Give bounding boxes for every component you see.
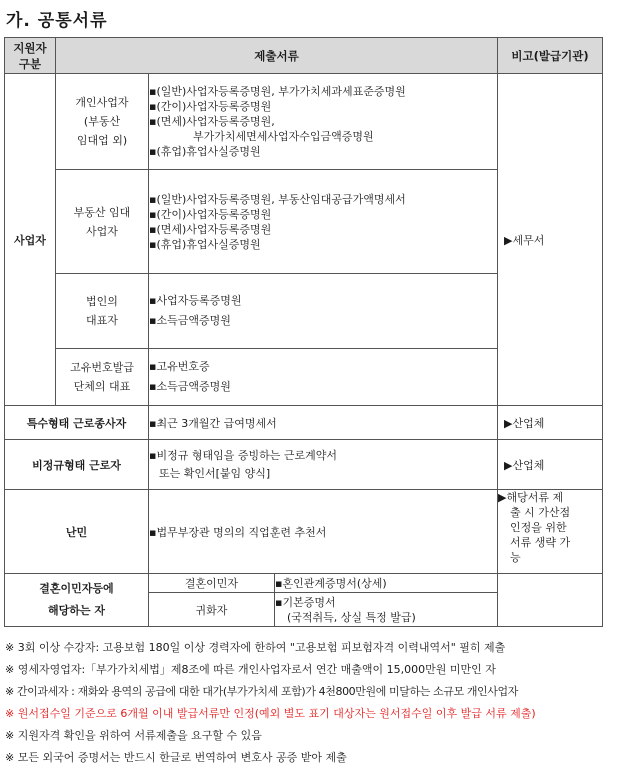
doc-item: ▪(간이)사업자등록증명원 bbox=[149, 207, 272, 221]
special-worker-remark bbox=[498, 406, 603, 440]
header-applicant-type bbox=[5, 38, 56, 74]
business-remark bbox=[498, 74, 603, 406]
table-row bbox=[5, 574, 603, 593]
special-worker-remark-text: ▶산업체 bbox=[504, 416, 545, 430]
footnote: ※ 지원자격 확인을 위하여 서류제출을 요구할 수 있음 bbox=[5, 729, 262, 742]
doc-item: ▪소득금액증명원 bbox=[149, 314, 231, 327]
footnotes bbox=[5, 637, 536, 769]
footnote: ※ 모든 외국어 증명서는 반드시 한글로 번역하여 변호사 공증 받아 제출 bbox=[5, 751, 347, 764]
realestate-label-line: 부동산 임대 bbox=[73, 205, 131, 219]
doc-item: ▪고유번호증 bbox=[149, 360, 210, 373]
corporate-label-line: 대표자 bbox=[86, 314, 118, 327]
doc-item: ▪(면세)사업자등록증명원, bbox=[149, 115, 275, 128]
doc-item: ▪비정규 형태임을 증빙하는 근로계약서 bbox=[149, 448, 337, 462]
header-applicant-type-line1: 지원자 bbox=[13, 40, 47, 55]
doc-item: 부가가치세면세사업자수입금액증명원 bbox=[193, 130, 374, 143]
doc-item: (국적취득, 상실 특정 발급) bbox=[287, 610, 416, 624]
individual-label-line: 개인사업자 bbox=[75, 96, 129, 109]
table-row bbox=[5, 406, 603, 440]
corporate-label-line: 법인의 bbox=[86, 295, 118, 308]
marriage-migrant-label bbox=[5, 574, 149, 627]
doc-item: ▪소득금액증명원 bbox=[149, 380, 231, 393]
footnote-highlighted: ※ 원서접수일 기준으로 6개월 이내 발급서류만 인정(예외 별도 표기 대상자는 원서접수일 이후 발급 서류 제출) bbox=[5, 707, 536, 720]
doc-item: ▪(휴업)휴업사실증명원 bbox=[149, 237, 261, 251]
doc-item: 또는 확인서[붙임 양식] bbox=[159, 466, 271, 480]
doc-item: ▪(휴업)휴업사실증명원 bbox=[149, 145, 261, 158]
irregular-worker-docs bbox=[149, 440, 498, 490]
realestate-business-docs bbox=[149, 170, 498, 274]
unique-label-line: 고유번호발급 bbox=[70, 361, 134, 374]
documents-table bbox=[4, 37, 603, 627]
irregular-worker-label: 비정규형태 근로자 bbox=[5, 440, 149, 490]
footnote: ※ 영세자영업자:「부가가치세법」제8조에 따른 개인사업자로서 연간 매출액이 15,000만원 미만인 자 bbox=[5, 663, 496, 676]
table-row bbox=[5, 490, 603, 574]
unique-number-org-label bbox=[56, 349, 149, 406]
table-header-row bbox=[5, 38, 603, 74]
doc-item: ▪(면세)사업자등록증명원 bbox=[149, 222, 272, 236]
irregular-worker-remark-text: ▶산업체 bbox=[504, 458, 545, 472]
unique-label-line: 단체의 대표 bbox=[73, 380, 131, 393]
refugee-label: 난민 bbox=[5, 490, 149, 574]
special-worker-doc: ▪최근 3개월간 급여명세서 bbox=[149, 406, 498, 440]
table-row bbox=[5, 74, 603, 170]
refugee-remark-line: 인정을 위한 bbox=[510, 521, 567, 534]
refugee-remark-line: 출 시 가산점 bbox=[510, 506, 571, 519]
individual-business-docs bbox=[149, 74, 498, 170]
header-remarks: 비고(발급기관) bbox=[498, 38, 603, 74]
realestate-business-label bbox=[56, 170, 149, 274]
section-title: 가. 공통서류 bbox=[6, 11, 108, 31]
special-worker-label: 특수형태 근로종사자 bbox=[5, 406, 149, 440]
refugee-remark-line: 서류 생략 가 bbox=[510, 536, 571, 549]
individual-label-line: 임대업 외) bbox=[76, 134, 128, 147]
marriage-migrant-label-line: 해당하는 자 bbox=[48, 604, 105, 617]
header-applicant-type-line2: 구분 bbox=[18, 56, 42, 71]
marriage-migrant-sub: 결혼이민자 bbox=[149, 574, 275, 593]
doc-item: ▪(일반)사업자등록증명원, 부동산임대공급가액명세서 bbox=[149, 192, 406, 206]
table-row bbox=[5, 440, 603, 490]
marriage-migrant-remark bbox=[498, 574, 603, 627]
realestate-label-line: 사업자 bbox=[86, 224, 118, 238]
unique-number-org-docs bbox=[149, 349, 498, 406]
doc-item: ▪기본증명서 bbox=[275, 595, 336, 609]
corporate-rep-label bbox=[56, 274, 149, 349]
individual-label-line: (부동산 bbox=[83, 115, 121, 128]
corporate-rep-docs bbox=[149, 274, 498, 349]
marriage-migrant-doc: ▪혼인관계증명서(상세) bbox=[275, 574, 498, 593]
footnote: ※ 간이과세자 : 재화와 용역의 공급에 대한 대가(부가가치세 포함)가 4천800만원에 미달하는 소규모 개인사업자 bbox=[5, 685, 518, 698]
business-remark-text: ▶세무서 bbox=[504, 233, 545, 247]
irregular-worker-remark bbox=[498, 440, 603, 490]
naturalized-sub: 귀화자 bbox=[149, 593, 275, 627]
footnote: ※ 3회 이상 수강자: 고용보험 180일 이상 경력자에 한하여 "고용보험 피보험자격 이력내역서" 필히 제출 bbox=[5, 641, 506, 654]
doc-item: ▪(간이)사업자등록증명원 bbox=[149, 100, 272, 113]
marriage-migrant-label-line: 결혼이민자등에 bbox=[39, 582, 114, 595]
refugee-remark bbox=[498, 490, 603, 574]
refugee-doc: ▪법무부장관 명의의 직업훈련 추천서 bbox=[149, 490, 498, 574]
doc-item: ▪사업자등록증명원 bbox=[149, 294, 242, 307]
doc-item: ▪(일반)사업자등록증명원, 부가가치세과세표준증명원 bbox=[149, 85, 406, 98]
refugee-remark-line: ▶해당서류 제 bbox=[498, 491, 564, 504]
individual-business-label bbox=[56, 74, 149, 170]
refugee-remark-line: 능 bbox=[510, 551, 521, 564]
business-label: 사업자 bbox=[5, 74, 56, 406]
naturalized-doc bbox=[275, 593, 498, 627]
header-required-documents: 제출서류 bbox=[56, 38, 498, 74]
